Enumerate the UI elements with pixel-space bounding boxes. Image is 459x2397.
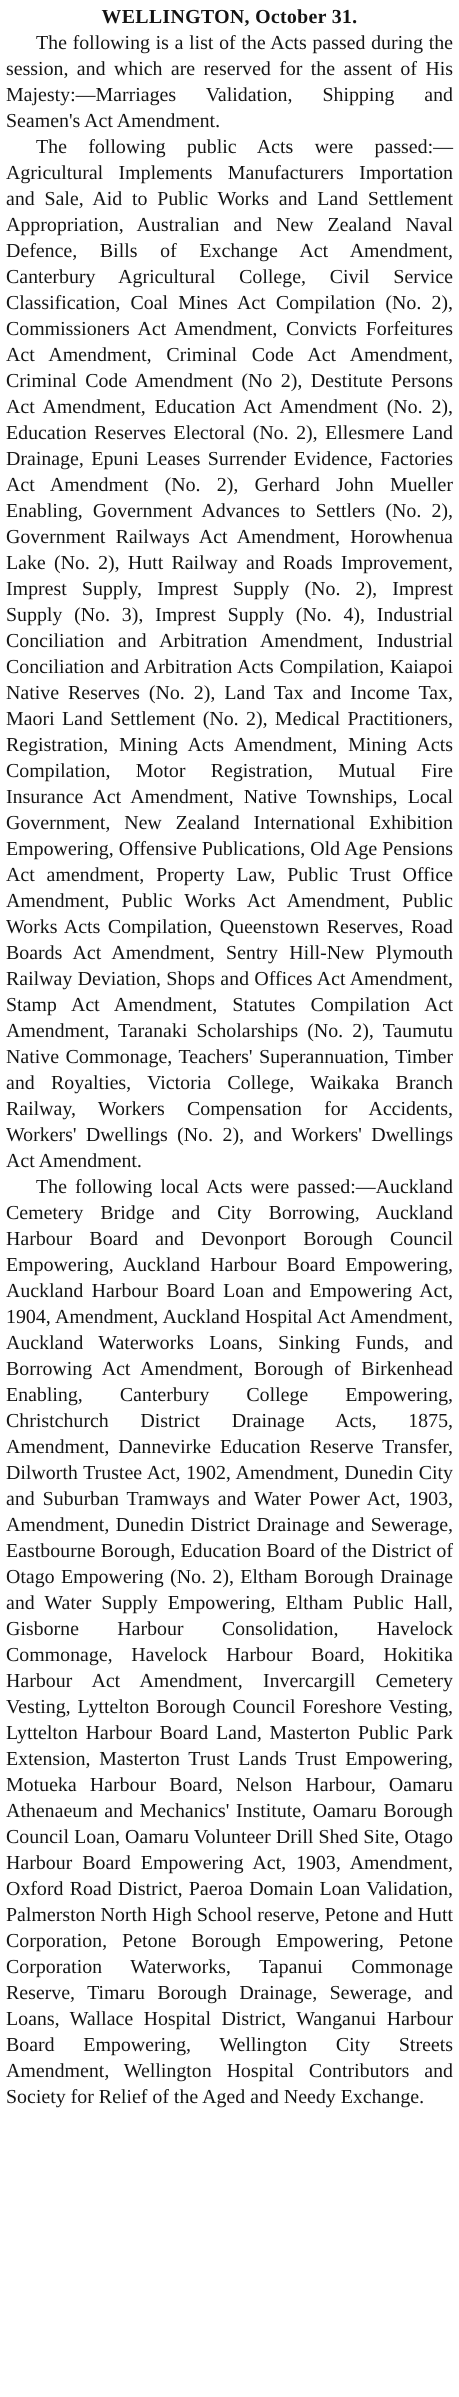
local-acts-paragraph: The following local Acts were passed:—Auckland Cemetery Bridge and City Borrowing, Auckland Harbour Board and Devonport Borough Council Empowering, Auckland Harbour Board Empowering, Auckland Harbour Board Loan and Empowering Act, 1904, Amendment, Auckland Hospital Act Amendment, Auckland Waterworks Loans, Sinking Funds, and Borrowing Act Amendment, Borough of Birkenhead Enabling, Canterbury College Empowering, Christchurch District Drainage Acts, 1875, Amendment, Dannevirke Education Reserve Transfer, Dilworth Trustee Act, 1902, Amendment, Dunedin City and Suburban Tramways and Water Power Act, 1903, Amendment, Dunedin District Drainage and Sewerage, Eastbourne Borough, Education Board of the District of Otago Empowering (No. 2), Eltham Borough Drainage and Water Supply Empowering, Eltham Public Hall, Gisborne Harbour Consolidation, Havelock Commonage, Havelock Harbour Board, Hokitika Harbour Act Amendment, Invercargill Cemetery Vesting, Lyttelton Borough Council Foreshore Vesting, Lyttelton Harbour Board Land, Masterton Public Park Extension, Masterton Trust Lands Trust Empowering, Motueka Harbour Board, Nelson Harbour, Oamaru Athenaeum and Mechanics' Institute, Oamaru Borough Council Loan, Oamaru Volunteer Drill Shed Site, Otago Harbour Board Empowering Act, 1903, Amendment, Oxford Road District, Paeroa Domain Loan Validation, Palmerston North High School reserve, Petone and Hutt Corporation, Petone Borough Empowering, Petone Corporation Waterworks, Tapanui Commonage Reserve, Timaru Borough Drainage, Sewerage, and Loans, Wallace Hospital District, Wanganui Harbour Board Empowering, Wellington City Streets Amendment, Wellington Hospital Contributors and Society for Relief of the Aged and Needy Exchange. bbox=[6, 1176, 453, 2108]
public-acts-paragraph: The following public Acts were passed:—Agricultural Implements Manufacturers Importation and Sale, Aid to Public Works and Land Settlement Appropriation, Australian and New Zealand Naval Defence, Bills of Exchange Act Amendment, Canterbury Agricultural College, Civil Service Classification, Coal Mines Act Compilation (No. 2), Commissioners Act Amendment, Convicts Forfeitures Act Amendment, Criminal Code Act Amendment, Criminal Code Amendment (No 2), Destitute Persons Act Amendment, Education Act Amendment (No. 2), Education Reserves Electoral (No. 2), Ellesmere Land Drainage, Epuni Leases Surrender Evidence, Factories Act Amendment (No. 2), Gerhard John Mueller Enabling, Government Advances to Settlers (No. 2), Government Railways Act Amendment, Horowhenua Lake (No. 2), Hutt Railway and Roads Improvement, Imprest Supply, Imprest Supply (No. 2), Imprest Supply (No. 3), Imprest Supply (No. 4), Industrial Conciliation and Arbitration Amendment, Industrial Conciliation and Arbitration Acts Compilation, Kaiapoi Native Reserves (No. 2), Land Tax and Income Tax, Maori Land Settlement (No. 2), Medical Practitioners, Registration, Mining Acts Amendment, Mining Acts Compilation, Motor Registration, Mutual Fire Insurance Act Amendment, Native Townships, Local Government, New Zealand International Exhibition Empowering, Offensive Publications, Old Age Pensions Act amendment, Property Law, Public Trust Office Amendment, Public Works Act Amendment, Public Works Acts Compilation, Queenstown Reserves, Road Boards Act Amendment, Sentry Hill-New Plymouth Railway Deviation, Shops and Offices Act Amendment, Stamp Act Amendment, Statutes Compilation Act Amendment, Taranaki Scholarships (No. 2), Taumutu Native Commonage, Teachers' Superannuation, Timber and Royalties, Victoria College, Waikaka Branch Railway, Workers Compensation for Accidents, Workers' Dwellings (No. 2), and Workers' Dwellings Act Amendment. bbox=[6, 136, 453, 1172]
dateline: WELLINGTON, October 31. bbox=[101, 6, 358, 28]
reserved-acts-paragraph: The following is a list of the Acts passed during the session, and which are reserved for the assent of His Majesty:—Marriages Validation, Shipping and Seamen's Act Amendment. bbox=[6, 32, 453, 132]
